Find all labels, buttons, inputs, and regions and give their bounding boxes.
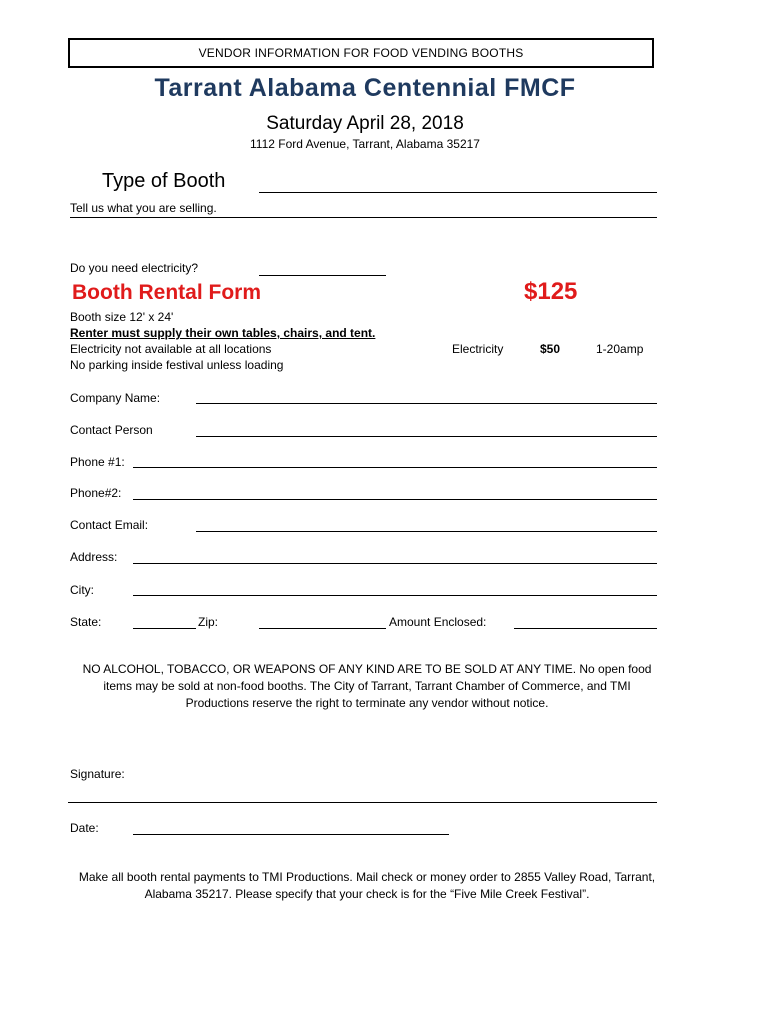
- electricity-price: $50: [540, 342, 561, 356]
- event-title: Tarrant Alabama Centennial FMCF: [154, 74, 576, 102]
- electricity-question: Do you need electricity?: [70, 261, 199, 275]
- selling-prompt: Tell us what you are selling.: [70, 201, 217, 215]
- date-field[interactable]: [133, 834, 449, 835]
- city-field[interactable]: [133, 595, 657, 596]
- selling-field[interactable]: [70, 217, 657, 218]
- zip-field[interactable]: [259, 628, 386, 629]
- electricity-amp: 1-20amp: [596, 342, 644, 356]
- type-of-booth-label: Type of Booth: [102, 170, 226, 192]
- email-field[interactable]: [196, 531, 657, 532]
- state-field[interactable]: [133, 628, 196, 629]
- company-name-label: Company Name:: [70, 391, 161, 405]
- renter-note: Renter must supply their own tables, chairs, and tent.: [70, 326, 376, 340]
- amount-field[interactable]: [514, 628, 657, 629]
- contact-person-field[interactable]: [196, 436, 657, 437]
- address-field[interactable]: [133, 563, 657, 564]
- header-box: [68, 38, 654, 68]
- email-label: Contact Email:: [70, 518, 149, 532]
- signature-label: Signature:: [70, 767, 125, 781]
- booth-size: Booth size 12' x 24': [70, 310, 174, 324]
- zip-label: Zip:: [198, 615, 219, 629]
- phone2-field[interactable]: [133, 499, 657, 500]
- payment-note: Make all booth rental payments to TMI Productions. Mail check or money order to 2855 Valley Road, Tarrant, Alabama 35217. Please specify that your check is for the “Five Mile Creek Festival”.: [78, 870, 656, 901]
- signature-field[interactable]: [68, 802, 657, 803]
- phone2-label: Phone#2:: [70, 486, 122, 500]
- header-box-title: VENDOR INFORMATION FOR FOOD VENDING BOOTHS: [198, 46, 524, 60]
- date-label: Date:: [70, 821, 99, 835]
- electricity-answer-field[interactable]: [259, 275, 386, 276]
- phone1-label: Phone #1:: [70, 455, 125, 469]
- booth-price: $125: [524, 278, 578, 305]
- address-label: Address:: [70, 550, 118, 564]
- electricity-note: Electricity not available at all locations: [70, 342, 272, 356]
- state-label: State:: [70, 615, 102, 629]
- amount-label: Amount Enclosed:: [389, 615, 487, 629]
- electricity-label: Electricity: [452, 342, 504, 356]
- event-address: 1112 Ford Avenue, Tarrant, Alabama 35217: [250, 137, 480, 151]
- phone1-field[interactable]: [133, 467, 657, 468]
- parking-note: No parking inside festival unless loading: [70, 358, 284, 372]
- type-of-booth-field[interactable]: [259, 192, 657, 193]
- city-label: City:: [70, 583, 94, 597]
- booth-rental-title: Booth Rental Form: [72, 281, 261, 304]
- company-name-field[interactable]: [196, 403, 657, 404]
- vendor-notice: NO ALCOHOL, TOBACCO, OR WEAPONS OF ANY KIND ARE TO BE SOLD AT ANY TIME. No open food items may be sold at non-food booths. The City of Tarrant, Tarrant Chamber of Commerce, and TMI Productions reserve the right to terminate any vendor without notice.: [82, 662, 652, 710]
- event-date: Saturday April 28, 2018: [266, 113, 464, 134]
- contact-person-label: Contact Person: [70, 423, 153, 437]
